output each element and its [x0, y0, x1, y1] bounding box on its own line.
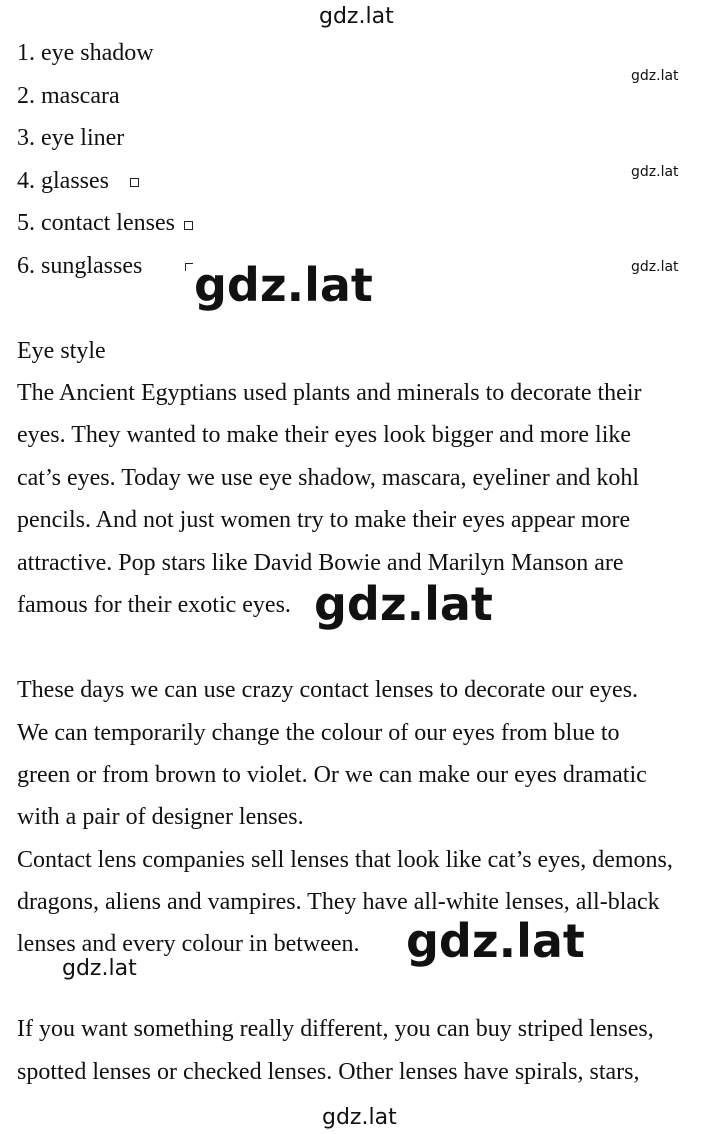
- paragraph-line: The Ancient Egyptians used plants and minerals to decorate their: [17, 380, 642, 406]
- watermark-top: gdz.lat: [319, 4, 394, 29]
- checkbox-glasses[interactable]: [130, 178, 139, 187]
- paragraph-line: dragons, aliens and vampires. They have all-white lenses, all-black: [17, 889, 660, 915]
- vocab-item-eye-liner: 3. eye liner: [17, 125, 125, 151]
- article-title: Eye style: [17, 338, 106, 364]
- watermark-left: gdz.lat: [62, 956, 137, 981]
- paragraph-line: green or from brown to violet. Or we can make our eyes dramatic: [17, 762, 647, 788]
- watermark-right-2: gdz.lat: [631, 164, 679, 180]
- paragraph-line: These days we can use crazy contact lenses to decorate our eyes.: [17, 677, 639, 703]
- checkbox-contact-lenses[interactable]: [184, 221, 193, 230]
- vocab-item-contact-lenses: 5. contact lenses: [17, 210, 175, 236]
- paragraph-line: pencils. And not just women try to make their eyes appear more: [17, 507, 631, 533]
- vocab-item-eye-shadow: 1. eye shadow: [17, 40, 154, 66]
- paragraph-line: Contact lens companies sell lenses that look like cat’s eyes, demons,: [17, 847, 673, 873]
- watermark-large-3: gdz.lat: [406, 914, 585, 968]
- vocab-item-glasses: 4. glasses: [17, 168, 109, 194]
- paragraph-line: lenses and every colour in between.: [17, 931, 360, 957]
- vocab-item-mascara: 2. mascara: [17, 83, 120, 109]
- paragraph-line: eyes. They wanted to make their eyes look bigger and more like: [17, 422, 632, 448]
- watermark-large-2: gdz.lat: [314, 577, 493, 631]
- watermark-bottom: gdz.lat: [322, 1105, 397, 1130]
- paragraph-line: We can temporarily change the colour of our eyes from blue to: [17, 720, 620, 746]
- paragraph-line: If you want something really different, you can buy striped lenses,: [17, 1016, 654, 1042]
- paragraph-line: with a pair of designer lenses.: [17, 804, 304, 830]
- watermark-right-3: gdz.lat: [631, 259, 679, 275]
- vocab-item-sunglasses: 6. sunglasses: [17, 253, 143, 279]
- watermark-right-1: gdz.lat: [631, 68, 679, 84]
- paragraph-line: cat’s eyes. Today we use eye shadow, mascara, eyeliner and kohl: [17, 465, 640, 491]
- paragraph-line: famous for their exotic eyes.: [17, 592, 291, 618]
- paragraph-line: attractive. Pop stars like David Bowie and Marilyn Manson are: [17, 550, 624, 576]
- checkbox-sunglasses[interactable]: [185, 263, 193, 271]
- paragraph-line: spotted lenses or checked lenses. Other lenses have spirals, stars,: [17, 1059, 640, 1085]
- watermark-large-1: gdz.lat: [194, 258, 373, 312]
